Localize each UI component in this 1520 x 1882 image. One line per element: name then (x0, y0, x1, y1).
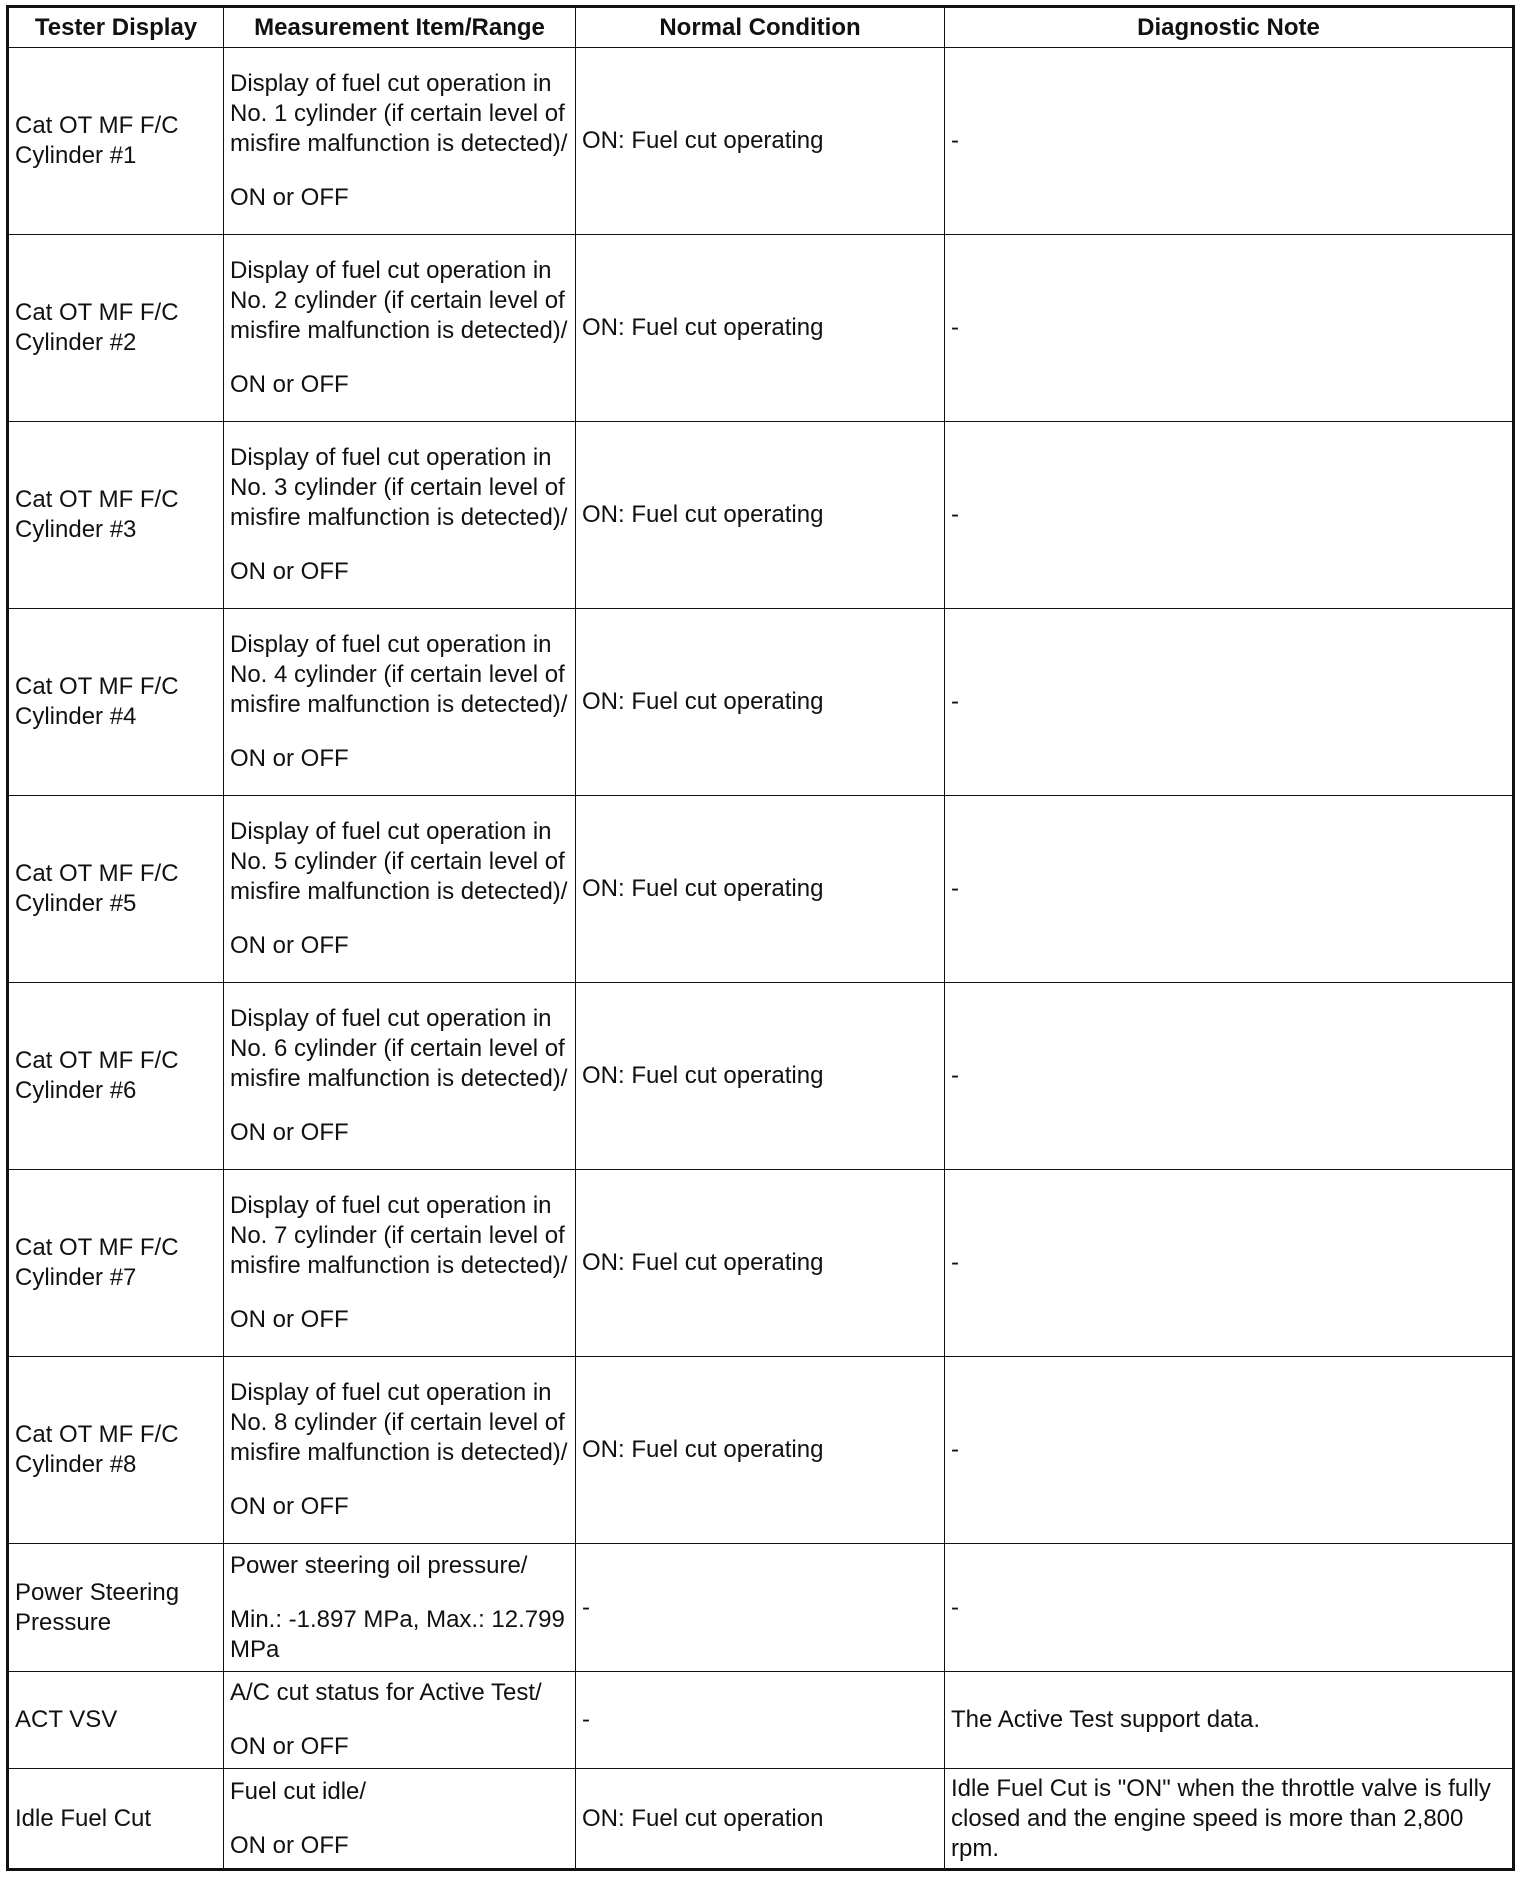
tester-display-cell: Cat OT MF F/C Cylinder #6 (8, 983, 224, 1170)
diagnostic-note-cell: - (945, 235, 1514, 422)
normal-condition-cell: ON: Fuel cut operation (576, 1769, 945, 1870)
measurement-cell (224, 1170, 576, 1357)
measurement-description: Display of fuel cut operation in No. 5 cylinder (if certain level of misfire malfunction is detected)/ (230, 818, 568, 905)
table-row (8, 983, 1514, 1170)
diagnostic-note-cell: - (945, 983, 1514, 1170)
table-row (8, 1170, 1514, 1357)
tester-display-cell: Power Steering Pressure (8, 1544, 224, 1672)
measurement-cell (224, 422, 576, 609)
normal-condition-cell: ON: Fuel cut operating (576, 1357, 945, 1544)
measurement-range: ON or OFF (230, 558, 349, 585)
header-normal-condition: Normal Condition (576, 7, 945, 48)
diagnostic-note-cell: - (945, 1170, 1514, 1357)
measurement-description: Display of fuel cut operation in No. 6 cylinder (if certain level of misfire malfunction is detected)/ (230, 1005, 568, 1092)
data-list-table (6, 5, 1515, 1871)
measurement-range: ON or OFF (230, 1306, 349, 1333)
measurement-range: ON or OFF (230, 745, 349, 772)
measurement-range: ON or OFF (230, 371, 349, 398)
measurement-cell (224, 48, 576, 235)
table-row (8, 1672, 1514, 1769)
measurement-range: ON or OFF (230, 1831, 349, 1859)
measurement-description: Display of fuel cut operation in No. 8 cylinder (if certain level of misfire malfunction is detected)/ (230, 1379, 568, 1466)
normal-condition-cell: ON: Fuel cut operating (576, 1170, 945, 1357)
measurement-cell (224, 1544, 576, 1672)
normal-condition-cell: ON: Fuel cut operating (576, 609, 945, 796)
measurement-description: Power steering oil pressure/ (230, 1551, 528, 1579)
tester-display-cell: Cat OT MF F/C Cylinder #4 (8, 609, 224, 796)
measurement-range: ON or OFF (230, 1733, 349, 1760)
diagnostic-note-cell: - (945, 422, 1514, 609)
measurement-cell (224, 1769, 576, 1870)
measurement-description: A/C cut status for Active Test/ (230, 1679, 542, 1706)
measurement-description: Display of fuel cut operation in No. 2 cylinder (if certain level of misfire malfunction is detected)/ (230, 257, 568, 344)
normal-condition-cell: - (576, 1544, 945, 1672)
measurement-range: ON or OFF (230, 932, 349, 959)
measurement-range: Min.: -1.897 MPa, Max.: 12.799 MPa (230, 1605, 565, 1663)
tester-display-cell: Cat OT MF F/C Cylinder #8 (8, 1357, 224, 1544)
measurement-cell (224, 983, 576, 1170)
measurement-description: Display of fuel cut operation in No. 1 cylinder (if certain level of misfire malfunction is detected)/ (230, 70, 568, 157)
tester-display-cell: Cat OT MF F/C Cylinder #7 (8, 1170, 224, 1357)
measurement-range: ON or OFF (230, 1119, 349, 1146)
measurement-cell (224, 1672, 576, 1769)
diagnostic-note-cell: The Active Test support data. (945, 1672, 1514, 1769)
header-diagnostic-note: Diagnostic Note (945, 7, 1514, 48)
header-measurement-item: Measurement Item/Range (224, 7, 576, 48)
diagnostic-note-cell: - (945, 1544, 1514, 1672)
diagnostic-note-cell: Idle Fuel Cut is "ON" when the throttle valve is fully closed and the engine speed is more than 2,800 rpm. (945, 1769, 1514, 1870)
tester-display-cell: Cat OT MF F/C Cylinder #5 (8, 796, 224, 983)
normal-condition-cell: ON: Fuel cut operating (576, 422, 945, 609)
header-tester-display: Tester Display (8, 7, 224, 48)
measurement-cell (224, 796, 576, 983)
table-row (8, 1357, 1514, 1544)
measurement-cell (224, 1357, 576, 1544)
table-row (8, 796, 1514, 983)
measurement-range: ON or OFF (230, 184, 349, 211)
diagnostic-note-cell: - (945, 609, 1514, 796)
measurement-range: ON or OFF (230, 1493, 349, 1520)
table-row (8, 1544, 1514, 1672)
tester-display-cell: Idle Fuel Cut (8, 1769, 224, 1870)
normal-condition-cell: - (576, 1672, 945, 1769)
table-row (8, 422, 1514, 609)
diagnostic-note-cell: - (945, 796, 1514, 983)
measurement-description: Fuel cut idle/ (230, 1777, 367, 1805)
diagnostic-note-cell: - (945, 1357, 1514, 1544)
tester-display-cell: ACT VSV (8, 1672, 224, 1769)
tester-display-cell: Cat OT MF F/C Cylinder #1 (8, 48, 224, 235)
table-row (8, 48, 1514, 235)
measurement-description: Display of fuel cut operation in No. 3 cylinder (if certain level of misfire malfunction is detected)/ (230, 444, 568, 531)
measurement-description: Display of fuel cut operation in No. 4 cylinder (if certain level of misfire malfunction is detected)/ (230, 631, 568, 718)
table-header-row (8, 7, 1514, 48)
table-row (8, 235, 1514, 422)
normal-condition-cell: ON: Fuel cut operating (576, 983, 945, 1170)
normal-condition-cell: ON: Fuel cut operating (576, 48, 945, 235)
tester-display-cell: Cat OT MF F/C Cylinder #2 (8, 235, 224, 422)
measurement-description: Display of fuel cut operation in No. 7 cylinder (if certain level of misfire malfunction is detected)/ (230, 1192, 568, 1279)
normal-condition-cell: ON: Fuel cut operating (576, 796, 945, 983)
measurement-cell (224, 235, 576, 422)
normal-condition-cell: ON: Fuel cut operating (576, 235, 945, 422)
measurement-cell (224, 609, 576, 796)
table-row (8, 609, 1514, 796)
tester-display-cell: Cat OT MF F/C Cylinder #3 (8, 422, 224, 609)
diagnostic-note-cell: - (945, 48, 1514, 235)
table-row (8, 1769, 1514, 1870)
